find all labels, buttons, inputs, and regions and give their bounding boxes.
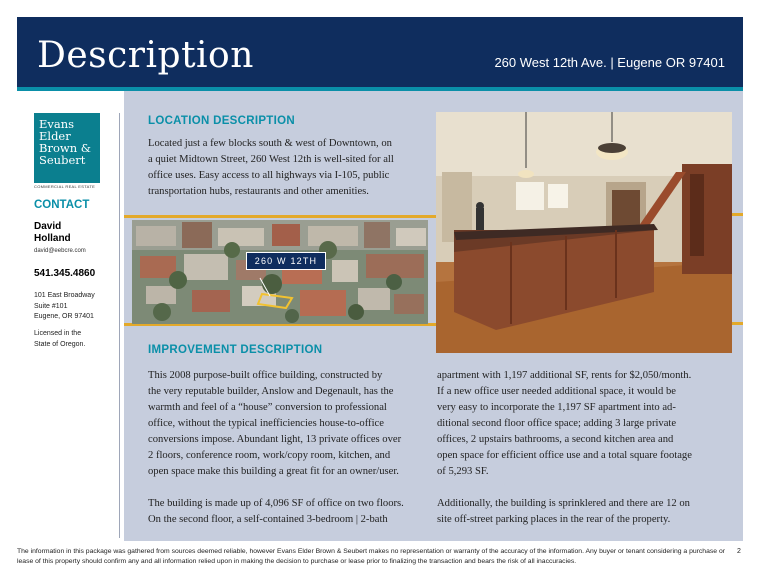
contact-license bbox=[34, 329, 85, 350]
text-line: a quiet Midtown Street, 260 West 12th is well-sited for all bbox=[148, 154, 394, 165]
text-line: Located just a few blocks south & west of Downtown, on bbox=[148, 138, 392, 149]
contact-first-name: David bbox=[34, 221, 62, 232]
improvement-column-right bbox=[437, 368, 727, 528]
page-header bbox=[17, 17, 743, 87]
text-line bbox=[437, 480, 727, 496]
logo-subtitle: COMMERCIAL REAL ESTATE bbox=[34, 184, 96, 189]
disclaimer-text: The information in this package was gathered from sources deemed reliable, however Evans Elder Brown & Seubert makes no representation or warranty of the accuracy of the information. Any buyer or tenant considering a purchase or lease of this property should confirm any and all information relied upon in making the decision to purchase or lease prior to finalizing the transaction and bears the risk of all inaccuracies. bbox=[17, 548, 725, 565]
gold-divider-right-top bbox=[732, 213, 743, 216]
gold-divider-right-bottom bbox=[732, 322, 743, 325]
contact-last-name: Holland bbox=[34, 233, 71, 244]
text-line: of 5,293 SF. bbox=[437, 466, 489, 477]
aerial-photo bbox=[132, 220, 428, 324]
logo-line: Evans bbox=[39, 117, 75, 131]
text-line: open space make this building a great fit for an owner/user. bbox=[148, 466, 399, 477]
text-line: 2 floors, conference room, work/copy room, kitchen, and bbox=[148, 450, 391, 461]
logo-line: Elder bbox=[39, 129, 71, 143]
text-line: On the second floor, a self-contained 3-bedroom | 2-bath bbox=[148, 514, 388, 525]
text-line: conversions impose. Abundant light, 13 private offices over bbox=[148, 434, 402, 445]
contact-heading: CONTACT bbox=[34, 199, 90, 211]
contact-email[interactable]: david@eebcre.com bbox=[34, 248, 86, 254]
aerial-photo-label: 260 W 12TH bbox=[246, 252, 326, 270]
contact-address bbox=[34, 291, 95, 323]
company-logo bbox=[34, 113, 100, 183]
page-title: Description bbox=[37, 35, 254, 76]
address-line: Eugene, OR 97401 bbox=[34, 313, 94, 320]
contact-name bbox=[34, 221, 104, 245]
text-line: Additionally, the building is sprinklered and there are 12 on bbox=[437, 498, 690, 509]
text-line: open space for efficient office use and a total square footage bbox=[437, 450, 692, 461]
license-line: State of Oregon. bbox=[34, 340, 86, 348]
improvement-heading: IMPROVEMENT DESCRIPTION bbox=[148, 344, 323, 356]
page-number: 2 bbox=[737, 548, 741, 555]
text-line: This 2008 purpose-built office building, constructed by bbox=[148, 370, 383, 381]
text-line: transportation hubs, restaurants and other amenities. bbox=[148, 186, 369, 197]
text-line bbox=[148, 480, 428, 496]
text-line: offices, 2 upstairs bathrooms, a second kitchen area and bbox=[437, 434, 674, 445]
text-line: very easy to incorporate the 1,197 SF apartment into ad- bbox=[437, 402, 676, 413]
improvement-column-left bbox=[148, 368, 428, 528]
text-line: office, without the typical inefficiencies house-to-office bbox=[148, 418, 384, 429]
logo-line: Seubert bbox=[39, 153, 86, 167]
contact-phone[interactable]: 541.345.4860 bbox=[34, 268, 96, 279]
address-line: Suite #101 bbox=[34, 302, 68, 310]
sidebar-divider bbox=[119, 113, 120, 538]
interior-photo bbox=[436, 112, 732, 353]
text-line: The building is made up of 4,096 SF of office on two floors. bbox=[148, 498, 404, 509]
text-line: ditional second floor office space; adding 3 large private bbox=[437, 418, 677, 429]
location-description bbox=[148, 136, 428, 200]
text-line: warmth and feel of a “house” conversion to professional bbox=[148, 402, 387, 413]
license-line: Licensed in the bbox=[34, 330, 82, 337]
logo-line: Brown & bbox=[39, 141, 92, 155]
text-line: office uses. Easy access to all highways via I-105, public bbox=[148, 170, 390, 181]
text-line: the very reputable builder, Anslow and Degenault, has the bbox=[148, 386, 394, 397]
address-line: 101 East Broadway bbox=[34, 292, 95, 299]
property-address: 260 West 12th Ave. | Eugene OR 97401 bbox=[494, 55, 725, 70]
gold-divider-top bbox=[124, 215, 436, 218]
text-line: site off-street parking places in the rear of the property. bbox=[437, 514, 671, 525]
location-heading: LOCATION DESCRIPTION bbox=[148, 115, 295, 127]
text-line: apartment with 1,197 additional SF, rents for $2,050/month. bbox=[437, 370, 692, 381]
text-line: If a new office user needed additional space, it would be bbox=[437, 386, 676, 397]
